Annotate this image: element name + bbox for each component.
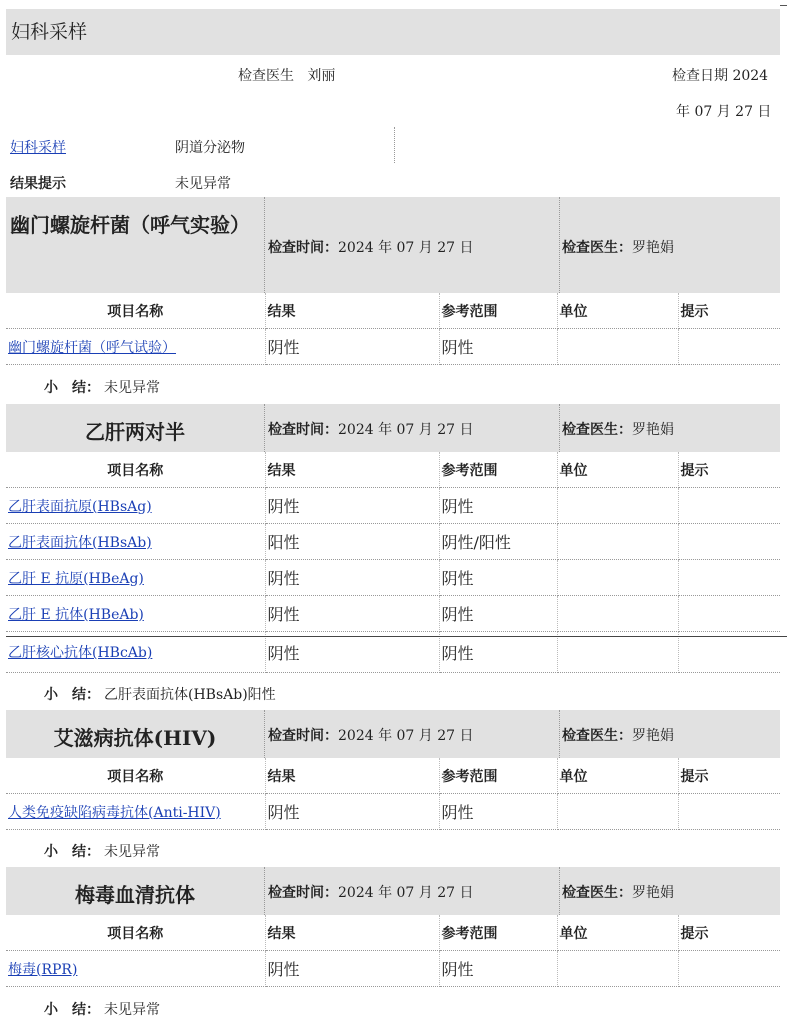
section-summary: 小 结： 乙肝表面抗体(HBsAb)阳性 [44,687,276,703]
result-table [6,915,780,987]
gyn-item-value: 阴道分泌物 [175,140,245,156]
exam-date-line1: 检查日期 2024 [672,68,769,84]
section-summary: 小 结： 未见异常 [44,380,160,396]
section-syphilis [6,867,780,987]
section-title: 幽门螺旋杆菌（呼气实验） [10,213,250,237]
exam-doctor: 检查医生：罗艳娟 [562,240,674,256]
section-summary: 小 结： 未见异常 [44,844,160,860]
table-row: 乙肝 E 抗原(HBeAg) 阴性 阴性 [6,560,780,596]
item-link[interactable]: 乙肝 E 抗原(HBeAg) [8,570,144,587]
item-link[interactable]: 乙肝核心抗体(HBcAb) [8,645,153,661]
table-row: 梅毒(RPR) 阴性 阴性 [6,951,780,987]
table-header: 项目名称 结果 参考范围 单位 提示 [6,758,780,794]
table-header: 项目名称 结果 参考范围 单位 提示 [6,452,780,488]
result-table [6,293,780,365]
item-link[interactable]: 乙肝表面抗体(HBsAb) [8,534,152,551]
item-link[interactable]: 幽门螺旋杆菌（呼气试验） [8,339,176,356]
exam-doctor: 检查医生：罗艳娟 [562,728,674,744]
divider [394,127,395,163]
table-row: 乙肝核心抗体(HBcAb) 阴性 阴性 [6,632,780,673]
section-header [6,710,780,758]
item-link[interactable]: 梅毒(RPR) [8,961,78,978]
item-link[interactable]: 乙肝表面抗原(HBsAg) [8,498,152,515]
table-header: 项目名称 结果 参考范围 单位 提示 [6,293,780,329]
gyn-item-link[interactable]: 妇科采样 [10,140,66,156]
item-link[interactable]: 人类免疫缺陷病毒抗体(Anti-HIV) [8,804,221,821]
exam-time: 检查时间：2024 年 07 月 27 日 [268,422,474,438]
section-title: 艾滋病抗体(HIV) [53,726,217,750]
table-row: 人类免疫缺陷病毒抗体(Anti-HIV) 阴性 阴性 [6,794,780,830]
section-header [6,404,780,452]
exam-time: 检查时间：2024 年 07 月 27 日 [268,728,474,744]
result-table [6,452,780,673]
section-helicobacter [6,197,780,365]
section-header [6,867,780,915]
section-title: 梅毒血清抗体 [75,883,195,907]
table-row: 乙肝 E 抗体(HBeAb) 阴性 阴性 [6,596,780,632]
exam-doctor: 检查医生：罗艳娟 [562,422,674,438]
section-header [6,197,780,293]
item-link[interactable]: 乙肝 E 抗体(HBeAb) [8,606,144,623]
exam-time: 检查时间：2024 年 07 月 27 日 [268,885,474,901]
section-summary: 小 结： 未见异常 [44,1002,160,1018]
gyn-result-label: 结果提示 [10,175,66,191]
table-row: 幽门螺旋杆菌（呼气试验） 阴性 阴性 [6,329,780,365]
table-header: 项目名称 结果 参考范围 单位 提示 [6,915,780,951]
section-hiv [6,710,780,830]
exam-time: 检查时间：2024 年 07 月 27 日 [268,240,474,256]
exam-doctor: 检查医生：罗艳娟 [562,885,674,901]
top-rule [780,5,787,6]
result-table [6,758,780,830]
section-hepatitis-b [6,404,780,673]
page-title: 妇科采样 [6,9,780,55]
gyn-result-value: 未见异常 [175,176,231,192]
table-row: 乙肝表面抗原(HBsAg) 阴性 阴性 [6,488,780,524]
exam-date-line2: 年 07 月 27 日 [676,104,772,120]
section-title: 乙肝两对半 [85,420,185,444]
table-row: 乙肝表面抗体(HBsAb) 阳性 阴性/阳性 [6,524,780,560]
page-break-rule [6,636,787,637]
doctor-info: 检查医生 刘丽 [238,68,336,84]
